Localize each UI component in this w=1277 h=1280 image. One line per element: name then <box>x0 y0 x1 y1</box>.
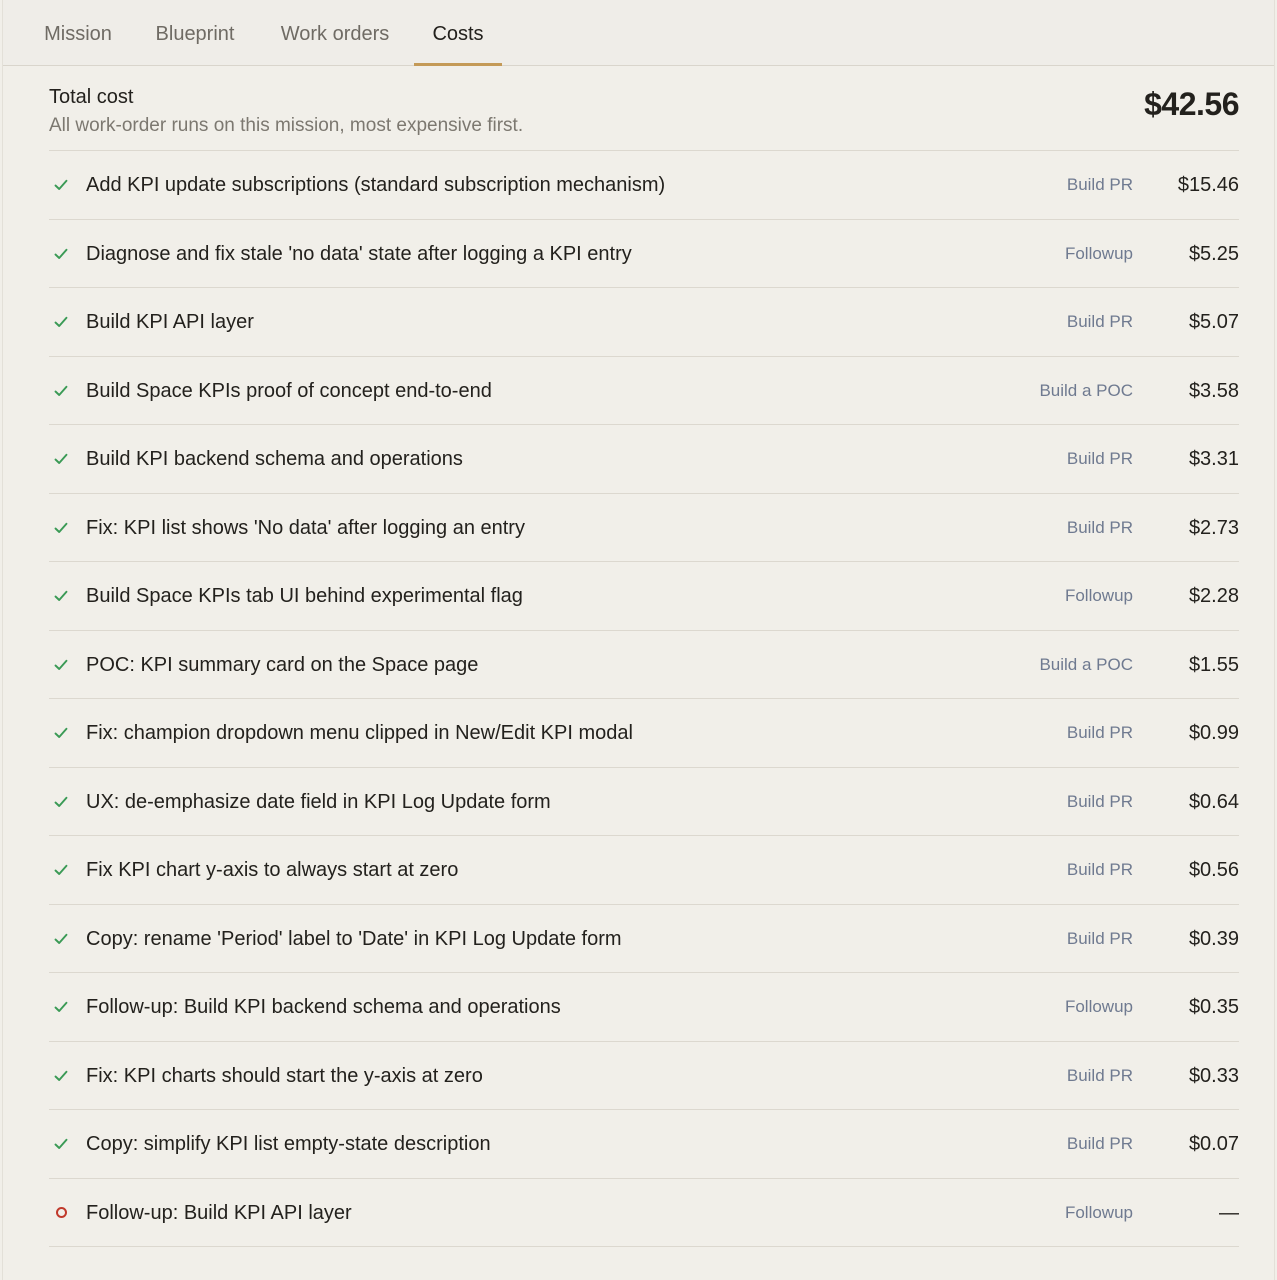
run-kind-badge: Build PR <box>1066 1065 1133 1085</box>
status-done <box>51 973 71 1041</box>
status-done <box>51 425 71 493</box>
table-row[interactable] <box>49 151 1239 220</box>
status-done <box>51 768 71 836</box>
run-kind-badge: Followup <box>1064 1202 1133 1222</box>
table-row[interactable] <box>49 220 1239 289</box>
table-row[interactable] <box>49 973 1239 1042</box>
run-kind-badge: Build PR <box>1066 791 1133 811</box>
run-cost: $2.28 <box>1188 585 1239 607</box>
run-title[interactable]: Follow-up: Build KPI backend schema and operations <box>86 996 561 1018</box>
table-row[interactable] <box>49 768 1239 837</box>
tab-costs[interactable]: Costs <box>432 23 484 45</box>
check-icon <box>54 453 68 465</box>
run-cost: $2.73 <box>1188 516 1239 539</box>
run-title[interactable]: Follow-up: Build KPI API layer <box>86 1201 352 1224</box>
table-row[interactable] <box>49 1110 1239 1179</box>
check-icon <box>54 385 68 397</box>
check-icon <box>54 248 68 260</box>
run-title[interactable]: Fix: KPI list shows 'No data' after logging an entry <box>86 516 525 539</box>
cost-list <box>49 150 1239 1247</box>
check-icon <box>54 179 68 191</box>
run-cost: — <box>1219 1201 1239 1224</box>
run-cost: $5.07 <box>1188 311 1239 333</box>
check-icon <box>54 522 68 534</box>
table-row[interactable] <box>49 631 1239 700</box>
table-row[interactable] <box>49 905 1239 974</box>
run-kind-badge: Build PR <box>1066 928 1133 948</box>
status-done <box>51 562 71 630</box>
table-row[interactable] <box>49 1042 1239 1111</box>
status-done <box>51 357 71 425</box>
run-kind-badge: Followup <box>1064 586 1133 605</box>
check-icon <box>54 1070 68 1082</box>
run-cost: $1.55 <box>1188 653 1239 676</box>
status-done <box>51 631 71 699</box>
tab-mission[interactable]: Mission <box>44 23 112 45</box>
run-kind-badge: Build a POC <box>1039 380 1133 400</box>
run-kind-badge: Build PR <box>1066 449 1133 468</box>
run-kind-badge: Build PR <box>1066 860 1133 879</box>
run-cost: $0.35 <box>1188 996 1239 1018</box>
run-cost: $0.39 <box>1188 927 1239 950</box>
status-done <box>51 151 71 219</box>
run-title[interactable]: Fix KPI chart y-axis to always start at zero <box>86 859 459 881</box>
run-cost: $0.56 <box>1188 859 1239 881</box>
run-kind-badge: Build PR <box>1066 175 1133 194</box>
tab-work-orders[interactable]: Work orders <box>280 23 390 45</box>
total-cost-description: All work-order runs on this mission, most expensive first. <box>49 115 524 136</box>
run-title[interactable]: Copy: rename 'Period' label to 'Date' in KPI Log Update form <box>86 927 622 950</box>
status-done <box>51 220 71 288</box>
run-title[interactable]: UX: de-emphasize date field in KPI Log Update form <box>86 790 551 813</box>
run-cost: $0.64 <box>1188 790 1239 813</box>
check-icon <box>54 727 68 739</box>
table-row[interactable] <box>49 1179 1239 1248</box>
table-row[interactable] <box>49 494 1239 563</box>
active-tab-indicator <box>414 63 502 66</box>
run-title[interactable]: Build KPI backend schema and operations <box>86 448 463 470</box>
run-title[interactable]: Build Space KPIs proof of concept end-to-end <box>86 379 492 402</box>
run-cost: $0.33 <box>1188 1064 1239 1087</box>
run-kind-badge: Build PR <box>1066 1134 1133 1153</box>
table-row[interactable] <box>49 357 1239 426</box>
run-cost: $0.07 <box>1188 1133 1239 1155</box>
run-kind-badge: Followup <box>1064 243 1133 263</box>
run-cost: $15.46 <box>1177 174 1239 196</box>
status-done <box>51 1110 71 1178</box>
status-pending <box>51 1179 71 1247</box>
total-cost-value: $42.56 <box>1144 86 1239 122</box>
status-done <box>51 288 71 356</box>
run-cost: $3.58 <box>1188 379 1239 402</box>
table-row[interactable] <box>49 836 1239 905</box>
check-icon <box>54 316 68 328</box>
run-cost: $0.99 <box>1188 722 1239 744</box>
check-icon <box>54 659 68 671</box>
run-title[interactable]: Build Space KPIs tab UI behind experimental flag <box>86 585 523 607</box>
run-cost: $5.25 <box>1188 242 1239 265</box>
run-title[interactable]: Copy: simplify KPI list empty-state description <box>86 1133 491 1155</box>
table-row[interactable] <box>49 288 1239 357</box>
run-title[interactable]: Diagnose and fix stale 'no data' state after logging a KPI entry <box>86 242 632 265</box>
status-done <box>51 836 71 904</box>
check-icon <box>54 933 68 945</box>
tab-bar <box>3 0 1274 66</box>
total-cost-label: Total cost <box>49 86 134 108</box>
run-kind-badge: Build PR <box>1066 312 1133 331</box>
run-title[interactable]: Add KPI update subscriptions (standard subscription mechanism) <box>86 174 666 196</box>
check-icon <box>54 590 68 602</box>
run-kind-badge: Build PR <box>1066 723 1133 742</box>
table-row[interactable] <box>49 699 1239 768</box>
run-kind-badge: Build a POC <box>1039 654 1133 674</box>
status-done <box>51 699 71 767</box>
pending-circle-icon <box>56 1207 67 1218</box>
cost-summary <box>49 80 1239 150</box>
check-icon <box>54 1001 68 1013</box>
status-done <box>51 494 71 562</box>
run-cost: $3.31 <box>1188 448 1239 470</box>
run-title[interactable]: Fix: KPI charts should start the y-axis at zero <box>86 1064 483 1087</box>
check-icon <box>54 796 68 808</box>
run-kind-badge: Followup <box>1064 997 1133 1016</box>
status-done <box>51 905 71 973</box>
check-icon <box>54 1138 68 1150</box>
run-title[interactable]: Fix: champion dropdown menu clipped in New/Edit KPI modal <box>86 722 633 744</box>
costs-panel <box>2 0 1275 1280</box>
run-title[interactable]: POC: KPI summary card on the Space page <box>86 653 479 676</box>
check-icon <box>54 864 68 876</box>
run-title[interactable]: Build KPI API layer <box>86 311 254 333</box>
run-kind-badge: Build PR <box>1066 517 1133 537</box>
tab-blueprint[interactable]: Blueprint <box>155 23 235 45</box>
table-row[interactable] <box>49 562 1239 631</box>
table-row[interactable] <box>49 425 1239 494</box>
status-done <box>51 1042 71 1110</box>
